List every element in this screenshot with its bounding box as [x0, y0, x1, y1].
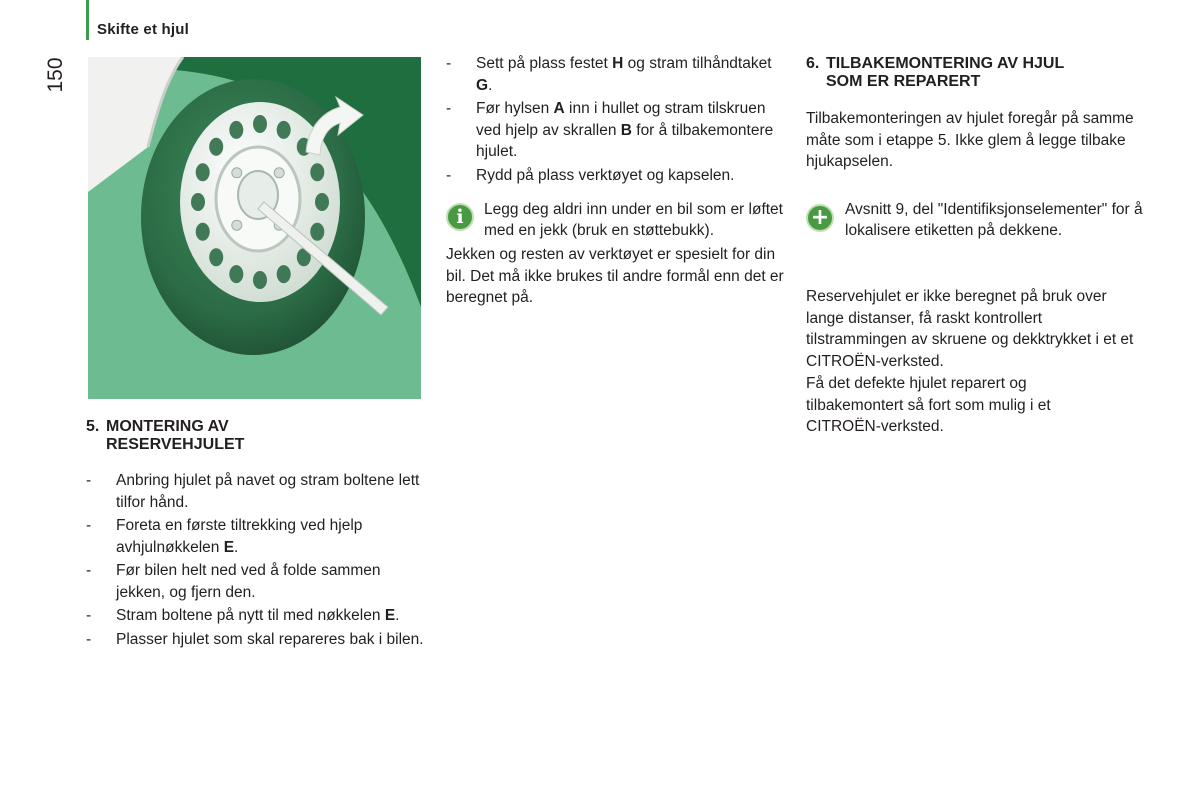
- bullet-dash: -: [446, 100, 452, 117]
- item-text: for å tilbakemontere hjulet.: [476, 121, 774, 160]
- section6-note: Avsnitt 9, del "Identifiksjonselementer" for å lokalisere etiketten på dekkene.: [845, 201, 1143, 239]
- section6-title-line1: TILBAKEMONTERING AV HJUL: [826, 55, 1065, 72]
- column2-steps-list: [446, 53, 776, 188]
- section5-title-line2: RESERVEHJULET: [106, 436, 245, 453]
- rim-hole: [229, 265, 243, 283]
- list-item: [86, 560, 426, 603]
- list-item: [86, 515, 426, 558]
- rim-hole: [310, 163, 324, 181]
- section6-paragraph-1: Reservehjulet er ikke beregnet på bruk over lange distanser, få raskt kontrollert tilstrammingen av skruene og dekktrykket i et et CITROËN-verksted.: [806, 288, 1134, 370]
- list-item: [86, 629, 426, 651]
- item-text: .: [488, 76, 493, 94]
- rim-hole: [191, 193, 205, 211]
- bullet-dash: -: [86, 607, 92, 624]
- bullet-dash: -: [86, 517, 92, 534]
- section6-number: 6.: [806, 55, 820, 72]
- section-header-title: Skifte et hjul: [97, 21, 189, 38]
- rim-hole: [310, 223, 324, 241]
- bullet-dash: -: [86, 472, 92, 489]
- list-item: [446, 98, 776, 163]
- part-letter-label: G: [476, 76, 489, 94]
- rim-hole: [196, 223, 210, 241]
- wheel-svg: [88, 57, 421, 399]
- list-item: [86, 605, 426, 627]
- page-number: 150: [44, 57, 67, 93]
- column2-note-continued: Jekken og resten av verktøyet er spesielt for din bil. Det må ikke brukes til andre formål enn det er beregnet på.: [446, 246, 784, 306]
- section5-number: 5.: [86, 418, 100, 435]
- rim-hole: [253, 271, 267, 289]
- section6-heading: [806, 55, 1146, 91]
- rim-hole: [229, 121, 243, 139]
- plus-icon: +: [806, 204, 834, 232]
- rim-hole: [277, 265, 291, 283]
- item-text: Stram boltene på nytt til med nøkkelen: [116, 607, 385, 624]
- bullet-dash: -: [86, 562, 92, 579]
- item-text: Sett på plass festet: [476, 55, 613, 72]
- section5-steps-list: [86, 470, 426, 652]
- section6-intro: Tilbakemonteringen av hjulet foregår på samme måte som i etappe 5. Ikke glem å legge tilbake hjukapselen.: [806, 110, 1134, 170]
- info-icon: i: [446, 203, 474, 231]
- section6-title-line2: SOM ER REPARERT: [826, 73, 981, 90]
- item-text: Plasser hjulet som skal repareres bak i bilen.: [116, 630, 424, 648]
- item-text: Foreta en første tiltrekking ved hjelp avhjulnøkkelen: [116, 517, 363, 556]
- list-item: [446, 53, 776, 96]
- rim-hole: [196, 163, 210, 181]
- item-text: .: [234, 538, 239, 556]
- list-item: [446, 165, 776, 187]
- rim-hole: [315, 193, 329, 211]
- wheel-wrench-illustration: [88, 57, 421, 399]
- part-letter-label: A: [553, 100, 565, 117]
- wheel-bolt: [274, 168, 284, 178]
- item-text: og stram tilhåndtaket: [623, 55, 772, 72]
- part-letter-label: B: [620, 121, 632, 139]
- item-text: .: [395, 607, 400, 624]
- section5-heading: [86, 418, 416, 454]
- column2-note: Legg deg aldri inn under en bil som er løftet med en jekk (bruk en støttebukk).: [484, 201, 783, 239]
- bullet-dash: -: [446, 166, 452, 184]
- rim-hole: [253, 115, 267, 133]
- bullet-dash: -: [86, 630, 92, 648]
- part-letter-label: E: [223, 538, 235, 556]
- section5-title-line1: MONTERING AV: [106, 418, 229, 435]
- part-letter-label: H: [612, 55, 624, 72]
- item-text: Før bilen helt ned ved å folde sammen jekken, og fjern den.: [116, 562, 381, 601]
- part-letter-label: E: [384, 607, 396, 624]
- item-text: Anbring hjulet på navet og stram boltene lett tilfor hånd.: [116, 472, 420, 511]
- item-text: inn i hullet og stram tilskruen ved hjelp av skrallen: [476, 100, 766, 139]
- section6-paragraph-2: Få det defekte hjulet reparert og tilbakemontert så fort som mulig i et CITROËN-verksted.: [806, 375, 1051, 435]
- rim-hole: [209, 248, 223, 266]
- item-text: Før hylsen: [476, 100, 554, 117]
- rim-hole: [277, 121, 291, 139]
- item-text: Rydd på plass verktøyet og kapselen.: [476, 166, 735, 184]
- wheel-bolt: [232, 168, 242, 178]
- bullet-dash: -: [446, 55, 452, 72]
- header-accent-bar: [86, 0, 89, 40]
- wheel-bolt: [232, 220, 242, 230]
- rim-hole: [209, 138, 223, 156]
- list-item: [86, 470, 426, 513]
